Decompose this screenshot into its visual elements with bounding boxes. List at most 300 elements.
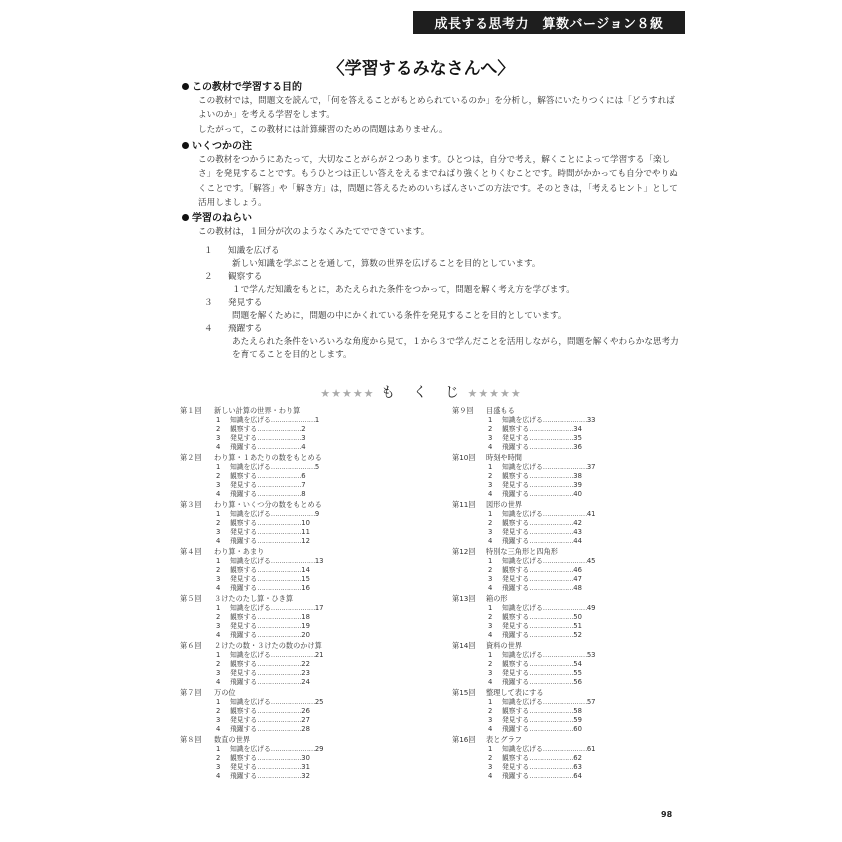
toc-leader-dots: …………………	[270, 745, 315, 753]
toc-lesson	[180, 453, 360, 500]
toc-leader-dots: …………………	[270, 557, 315, 565]
toc-lesson-number: 第16回	[452, 735, 476, 744]
toc-entry-number: 4	[216, 584, 221, 592]
toc-entry-number: 4	[216, 678, 221, 686]
toc-entry-number: 3	[216, 716, 221, 724]
bullet-icon	[182, 214, 189, 221]
toc-entry	[452, 472, 632, 481]
toc-lesson-heading	[452, 547, 632, 557]
toc-lesson-title: 表とグラフ	[486, 735, 522, 744]
toc-entry-page: 5	[314, 463, 320, 471]
toc-lesson-heading	[180, 406, 360, 416]
toc-lesson	[180, 735, 360, 782]
toc-leader-dots: …………………	[257, 707, 302, 715]
toc-entry-page: 1	[314, 416, 320, 424]
toc-leader-dots: …………………	[529, 490, 574, 498]
toc-lesson-heading	[452, 594, 632, 604]
toc-entry-page: 9	[314, 510, 320, 518]
toc-entry-number: 3	[216, 434, 221, 442]
toc-entry-label: 観察する	[230, 613, 258, 621]
toc-lesson	[180, 406, 360, 453]
toc-lesson-title: ３けたのたし算・ひき算	[214, 594, 294, 603]
toc-lesson	[180, 547, 360, 594]
toc-entry-page: 60	[573, 725, 582, 733]
toc-entry-label: 観察する	[502, 566, 530, 574]
toc-leader-dots: …………………	[270, 463, 315, 471]
toc-lesson-heading	[452, 500, 632, 510]
toc-entry-page: 48	[573, 584, 582, 592]
toc-entry	[452, 604, 632, 613]
toc-entry-label: 観察する	[502, 425, 530, 433]
toc-leader-dots: …………………	[542, 651, 587, 659]
toc-entry	[452, 631, 632, 640]
toc-entry-label: 知識を広げる	[230, 604, 271, 612]
toc-entry-page: 7	[301, 481, 306, 489]
toc-entry-number: 2	[488, 754, 493, 762]
toc-lesson-heading	[180, 547, 360, 557]
toc-entry-label: 発見する	[502, 622, 530, 630]
toc-leader-dots: …………………	[529, 566, 574, 574]
toc-lesson-title: 資料の世界	[486, 641, 522, 650]
step-title: 知識を広げる	[228, 246, 280, 257]
toc-leader-dots: …………………	[529, 678, 574, 686]
toc-leader-dots: …………………	[257, 528, 302, 536]
toc-entry-page: 16	[301, 584, 310, 592]
toc-lesson-number: 第11回	[452, 500, 476, 509]
toc-entry-page: 42	[573, 519, 582, 527]
toc-entry	[452, 716, 632, 725]
toc-entry-number: 4	[488, 584, 493, 592]
toc-entry-number: 2	[216, 707, 221, 715]
toc-entry	[180, 481, 360, 490]
toc-entry	[180, 763, 360, 772]
toc-entry-label: 観察する	[502, 519, 530, 527]
toc-lesson-number: 第12回	[452, 547, 476, 556]
toc-entry	[180, 716, 360, 725]
toc-entry-page: 8	[301, 490, 306, 498]
toc-entry-label: 発見する	[502, 716, 530, 724]
toc-leader-dots: …………………	[529, 575, 574, 583]
toc-entry-number: 1	[488, 557, 493, 565]
toc-lesson-number: 第１回	[180, 406, 202, 415]
toc-entry-label: 観察する	[502, 754, 530, 762]
toc-entry-label: 発見する	[230, 669, 258, 677]
toc-entry	[180, 725, 360, 734]
toc-entry-page: 26	[301, 707, 310, 715]
toc-lesson-heading	[452, 735, 632, 745]
toc-lesson-title: 図形の世界	[486, 500, 522, 509]
toc-leader-dots: …………………	[529, 613, 574, 621]
toc-entry-number: 2	[488, 707, 493, 715]
toc-entry-label: 発見する	[502, 763, 530, 771]
toc-leader-dots: …………………	[257, 631, 302, 639]
toc-entry-label: 観察する	[502, 613, 530, 621]
toc-right-column	[452, 406, 632, 782]
toc-entry-number: 3	[488, 763, 493, 771]
step-number: ４	[204, 324, 213, 335]
toc-entry-page: 37	[586, 463, 596, 471]
steps-list	[182, 245, 682, 362]
toc-entry	[452, 528, 632, 537]
toc-entry-label: 発見する	[502, 481, 530, 489]
toc-entry	[180, 613, 360, 622]
toc-leader-dots: …………………	[257, 434, 302, 442]
section-text: この教材をつかうにあたって，大切なことがらが２つあります。ひとつは，自分で考え，解くことによって学習する「楽しさ」を発見することです。もうひとつは正しい答えをえるまでねばり強くとりくむことです。時間がかかっても自分でやりぬくことです。「解答」や「解き方」は，問題に答えるためのいちばんさいごの方法です。そのときは，「考えるヒント」として活用しましょう。	[198, 155, 678, 209]
toc-lesson-heading	[180, 453, 360, 463]
toc-entry	[452, 443, 632, 452]
toc-entry	[180, 463, 360, 472]
toc-entry-label: 知識を広げる	[502, 651, 543, 659]
toc-entry-page: 64	[573, 772, 582, 780]
toc-lesson	[452, 594, 632, 641]
toc-entry-number: 2	[216, 519, 221, 527]
bullet-icon	[182, 142, 189, 149]
toc-entry-label: 発見する	[230, 481, 258, 489]
toc-entry-page: 36	[573, 443, 582, 451]
toc-entry-page: 41	[586, 510, 596, 518]
step-title: 観察する	[228, 272, 263, 283]
toc-entry	[452, 463, 632, 472]
toc-entry-label: 飛躍する	[502, 772, 530, 780]
toc-entry-number: 3	[488, 434, 493, 442]
toc-leader-dots: …………………	[529, 481, 574, 489]
toc-entry	[452, 651, 632, 660]
toc-lesson-number: 第３回	[180, 500, 202, 509]
toc-entry-label: 知識を広げる	[230, 510, 271, 518]
toc-entry	[180, 707, 360, 716]
toc-lesson-number: 第７回	[180, 688, 202, 697]
toc-entry-number: 3	[216, 622, 221, 630]
toc-entry	[180, 651, 360, 660]
toc-entry-label: 観察する	[230, 566, 258, 574]
toc-entry-page: 58	[573, 707, 582, 715]
step-item	[182, 323, 682, 362]
toc-leader-dots: …………………	[257, 678, 302, 686]
toc-leader-dots: …………………	[257, 725, 302, 733]
star-decoration-icon: ★★★★★	[320, 387, 375, 400]
toc-entry	[452, 745, 632, 754]
toc-entry	[452, 481, 632, 490]
toc-entry-number: 1	[216, 463, 221, 471]
toc-entry-page: 14	[301, 566, 310, 574]
toc-entry-number: 4	[216, 537, 221, 545]
toc-leader-dots: …………………	[529, 537, 574, 545]
toc-entry-label: 飛躍する	[502, 678, 530, 686]
toc-entry-label: 観察する	[230, 754, 258, 762]
toc-entry	[180, 490, 360, 499]
toc-entry-number: 1	[488, 463, 493, 471]
toc-leader-dots: …………………	[542, 745, 587, 753]
toc-lesson	[180, 500, 360, 547]
toc-lesson-number: 第８回	[180, 735, 202, 744]
toc-entry	[180, 537, 360, 546]
toc-entry-label: 飛躍する	[230, 772, 258, 780]
toc-lesson	[180, 594, 360, 641]
step-number: ２	[204, 272, 213, 283]
toc-leader-dots: …………………	[257, 566, 302, 574]
step-title: 発見する	[228, 298, 263, 309]
toc-entry-page: 24	[301, 678, 310, 686]
toc-lesson-title: 箱の形	[486, 594, 508, 603]
toc-entry	[452, 613, 632, 622]
toc-leader-dots: …………………	[542, 416, 587, 424]
toc-entry	[452, 754, 632, 763]
toc-entry	[180, 472, 360, 481]
toc-entry-label: 飛躍する	[230, 537, 258, 545]
toc-lesson	[452, 500, 632, 547]
toc-entry-label: 発見する	[230, 622, 258, 630]
toc-entry-label: 飛躍する	[230, 443, 258, 451]
toc-entry	[452, 669, 632, 678]
toc-entry-page: 55	[573, 669, 582, 677]
toc-lesson-number: 第５回	[180, 594, 202, 603]
toc-entry	[180, 434, 360, 443]
toc-lesson-heading	[180, 735, 360, 745]
step-description: 新しい知識を学ぶことを通して，算数の世界を広げることを目的としています。	[232, 259, 541, 270]
toc-entry	[180, 754, 360, 763]
toc-entry-page: 57	[586, 698, 596, 706]
toc-lesson-title: 目盛もる	[486, 406, 515, 415]
toc-entry	[180, 622, 360, 631]
toc-entry-number: 2	[216, 754, 221, 762]
step-item	[182, 297, 682, 323]
bullet-icon	[182, 83, 189, 90]
toc-lesson-heading	[452, 453, 632, 463]
toc-entry	[452, 575, 632, 584]
section-heading: いくつかの注	[192, 141, 252, 152]
toc-lesson-number: 第９回	[452, 406, 474, 415]
toc-entry-page: 46	[573, 566, 582, 574]
toc-entry-number: 2	[488, 613, 493, 621]
toc-lesson-number: 第４回	[180, 547, 202, 556]
toc-entry-page: 35	[573, 434, 582, 442]
section-notes	[182, 140, 682, 211]
toc-entry-page: 53	[586, 651, 596, 659]
toc-entry	[452, 425, 632, 434]
toc-entry	[452, 772, 632, 781]
toc-leader-dots: …………………	[257, 472, 302, 480]
toc-entry-number: 3	[216, 763, 221, 771]
toc-entry-page: 54	[573, 660, 582, 668]
toc-entry-label: 観察する	[230, 660, 258, 668]
toc-entry-number: 1	[216, 651, 221, 659]
toc-entry-number: 3	[488, 481, 493, 489]
toc-leader-dots: …………………	[542, 463, 587, 471]
toc-entry-page: 56	[573, 678, 582, 686]
toc-entry-page: 47	[573, 575, 582, 583]
toc-leader-dots: …………………	[257, 443, 302, 451]
toc-lesson-number: 第14回	[452, 641, 476, 650]
toc-entry-label: 観察する	[230, 472, 258, 480]
toc-entry-page: 44	[573, 537, 582, 545]
toc-entry-label: 飛躍する	[502, 584, 530, 592]
toc-entry-page: 17	[314, 604, 324, 612]
toc-lesson	[180, 641, 360, 688]
toc-leader-dots: …………………	[529, 434, 574, 442]
toc-entry	[180, 660, 360, 669]
toc-entry-label: 知識を広げる	[502, 698, 543, 706]
step-number: ３	[204, 298, 213, 309]
section-heading: この教材で学習する目的	[192, 82, 302, 93]
toc-entry	[452, 725, 632, 734]
toc-entry-label: 飛躍する	[230, 725, 258, 733]
toc-entry-number: 2	[488, 519, 493, 527]
toc-entry	[452, 566, 632, 575]
toc-lesson-heading	[180, 500, 360, 510]
toc-entry-page: 31	[301, 763, 310, 771]
toc-lesson	[180, 688, 360, 735]
toc-entry-number: 2	[488, 425, 493, 433]
toc-leader-dots: …………………	[257, 754, 302, 762]
toc-entry-label: 知識を広げる	[230, 557, 271, 565]
toc-entry-label: 発見する	[502, 528, 530, 536]
toc-lesson-heading	[180, 641, 360, 651]
toc-left-column	[180, 406, 360, 782]
toc-lesson-title: 新しい計算の世界・わり算	[214, 406, 301, 415]
toc-lesson	[452, 735, 632, 782]
toc-entry-page: 33	[586, 416, 596, 424]
toc-entry-number: 4	[488, 631, 493, 639]
toc-leader-dots: …………………	[529, 528, 574, 536]
toc-entry-label: 発見する	[230, 763, 258, 771]
toc-lesson-number: 第10回	[452, 453, 476, 462]
toc-lesson	[452, 641, 632, 688]
toc-leader-dots: …………………	[529, 631, 574, 639]
toc-entry	[452, 584, 632, 593]
toc-leader-dots: …………………	[529, 763, 574, 771]
toc-lesson-title: 数直の世界	[214, 735, 250, 744]
step-item	[182, 271, 682, 297]
toc-leader-dots: …………………	[542, 604, 587, 612]
toc-entry	[452, 434, 632, 443]
toc-entry-label: 知識を広げる	[230, 463, 271, 471]
toc-entry-number: 4	[216, 490, 221, 498]
toc-entry-number: 2	[216, 566, 221, 574]
toc-entry-label: 発見する	[502, 575, 530, 583]
toc-entry-number: 4	[488, 443, 493, 451]
toc-entry-number: 1	[488, 651, 493, 659]
toc-entry	[180, 678, 360, 687]
toc-entry-page: 12	[301, 537, 310, 545]
toc-entry-page: 10	[301, 519, 310, 527]
toc-lesson-title: 万の位	[214, 688, 236, 697]
toc-entry	[180, 604, 360, 613]
toc-entry-number: 4	[488, 537, 493, 545]
toc-entry-label: 観察する	[230, 425, 258, 433]
toc-leader-dots: …………………	[529, 716, 574, 724]
section-text: この教材は，１回分が次のようなくみたてでできています。	[198, 227, 430, 237]
series-header-bar: 成長する思考力 算数バージョン８級	[413, 11, 685, 34]
toc-entry-page: 30	[301, 754, 310, 762]
toc-entry-number: 2	[216, 660, 221, 668]
toc-entry-number: 2	[488, 660, 493, 668]
toc-entry-number: 2	[488, 472, 493, 480]
step-description: あたえられた条件をいろいろな角度から見て，１から３で学んだことを活用しながら，問題を解くやわらかな思考力を育てることを目的とします。	[232, 337, 679, 361]
toc-entry	[452, 698, 632, 707]
toc-entry-number: 3	[488, 669, 493, 677]
toc-leader-dots: …………………	[529, 772, 574, 780]
toc-entry-number: 2	[488, 566, 493, 574]
toc-entry-number: 4	[488, 772, 493, 780]
toc-entry-label: 発見する	[502, 669, 530, 677]
toc-entry	[180, 443, 360, 452]
toc-entry-number: 1	[216, 416, 221, 424]
toc-leader-dots: …………………	[270, 510, 315, 518]
toc-leader-dots: …………………	[257, 763, 302, 771]
toc-entry-page: 62	[573, 754, 582, 762]
toc-entry-page: 43	[573, 528, 582, 536]
step-description: 問題を解くために，問題の中にかくれている条件を発見することを目的としています。	[232, 311, 567, 322]
toc-entry	[452, 490, 632, 499]
toc-entry-label: 知識を広げる	[502, 745, 543, 753]
toc-leader-dots: …………………	[257, 519, 302, 527]
toc-entry-number: 4	[216, 725, 221, 733]
toc-leader-dots: …………………	[529, 707, 574, 715]
toc-entry-page: 51	[573, 622, 582, 630]
toc-leader-dots: …………………	[257, 481, 302, 489]
toc-lesson-heading	[452, 406, 632, 416]
toc-entry-label: 観察する	[502, 660, 530, 668]
toc-entry	[452, 557, 632, 566]
page-title: 〈学習するみなさんへ〉	[327, 59, 515, 79]
toc-entry-number: 1	[488, 745, 493, 753]
toc-entry-label: 発見する	[230, 716, 258, 724]
toc-entry	[180, 528, 360, 537]
toc-entry-number: 4	[488, 678, 493, 686]
toc-entry-label: 飛躍する	[230, 490, 258, 498]
toc-entry-number: 3	[216, 575, 221, 583]
toc-entry	[452, 622, 632, 631]
toc-leader-dots: …………………	[529, 669, 574, 677]
toc-entry-number: 3	[488, 528, 493, 536]
section-text: この教材では，問題文を読んで，「何を答えることがもとめられているのか」を分析し，解答にいたりつくには「どうすればよいのか」を考える学習をします。 したがって，この教材には計算練習のための問題はありません。	[198, 96, 675, 135]
toc-entry-page: 18	[301, 613, 310, 621]
toc-entry	[180, 631, 360, 640]
toc-entry-page: 59	[573, 716, 582, 724]
toc-entry-label: 観察する	[502, 707, 530, 715]
toc-entry-number: 3	[488, 622, 493, 630]
toc-leader-dots: …………………	[529, 660, 574, 668]
toc-entry-label: 発見する	[230, 528, 258, 536]
toc-entry-page: 34	[573, 425, 582, 433]
toc-entry-number: 1	[488, 604, 493, 612]
toc-entry	[452, 678, 632, 687]
toc-entry-number: 1	[216, 557, 221, 565]
toc-entry-label: 発見する	[230, 575, 258, 583]
page-number: 98	[661, 810, 673, 819]
toc-entry	[180, 584, 360, 593]
toc-entry-label: 観察する	[230, 519, 258, 527]
toc-entry-page: 32	[301, 772, 310, 780]
toc-entry	[180, 698, 360, 707]
toc-entry-label: 知識を広げる	[230, 651, 271, 659]
toc-entry	[180, 575, 360, 584]
toc-entry-label: 発見する	[502, 434, 530, 442]
toc-entry-number: 3	[488, 716, 493, 724]
toc-lesson	[452, 406, 632, 453]
toc-entry-number: 2	[216, 425, 221, 433]
toc-leader-dots: …………………	[257, 669, 302, 677]
toc-entry-label: 知識を広げる	[502, 604, 543, 612]
toc-entry	[452, 763, 632, 772]
toc-lesson-title: わり算・いくつ分の数をもとめる	[214, 500, 322, 509]
toc-entry-page: 13	[314, 557, 324, 565]
toc-entry-label: 飛躍する	[230, 678, 258, 686]
toc-entry-number: 1	[216, 745, 221, 753]
toc-leader-dots: …………………	[270, 604, 315, 612]
toc-entry	[180, 745, 360, 754]
toc-entry-page: 38	[573, 472, 582, 480]
